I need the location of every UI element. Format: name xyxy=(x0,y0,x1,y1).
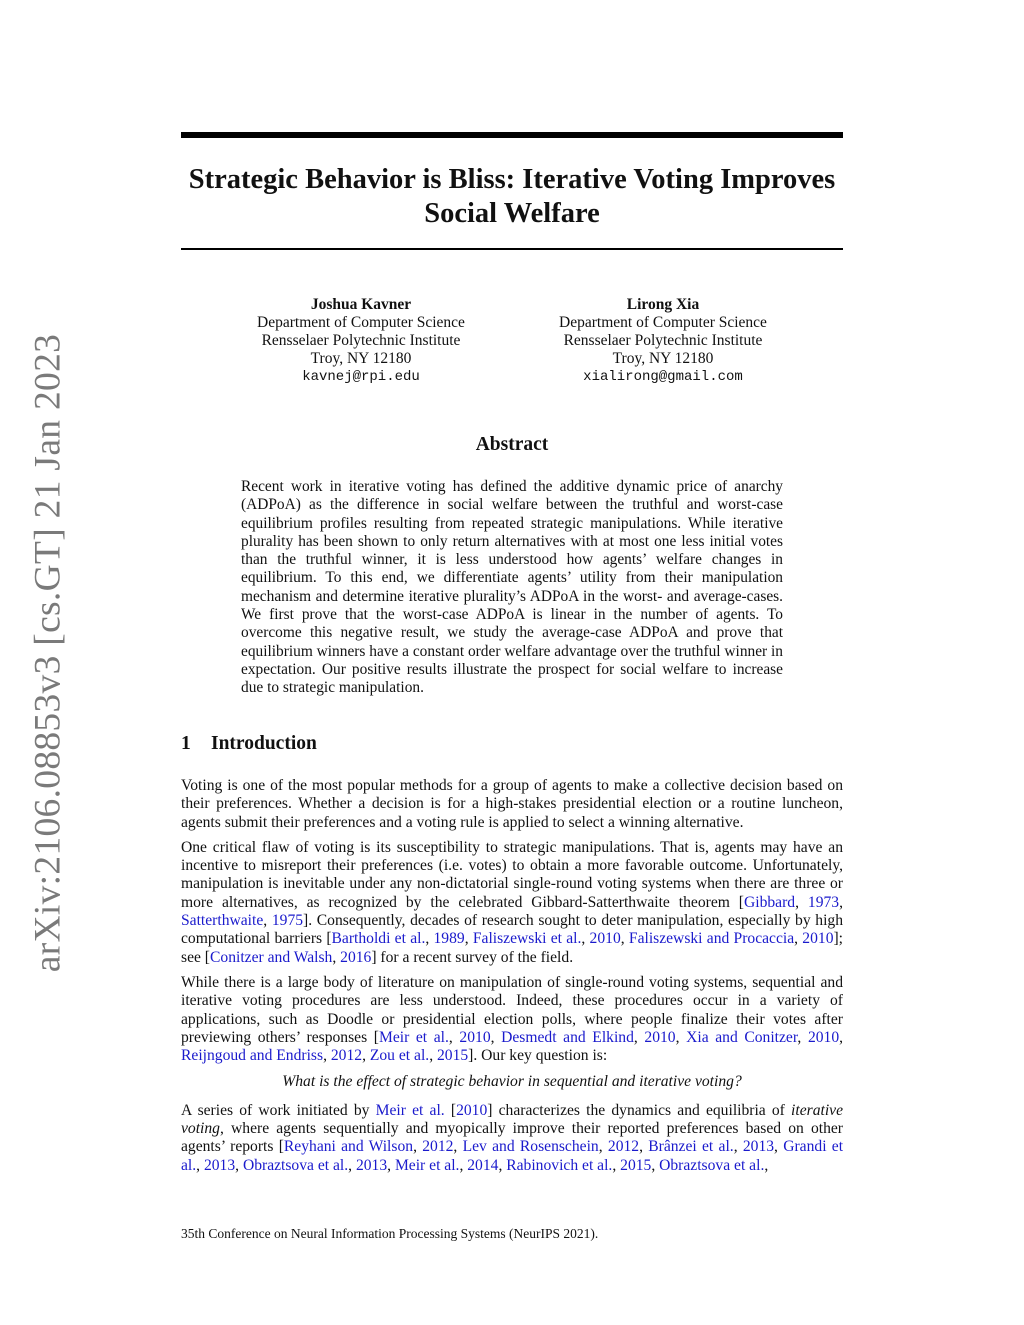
citation-link[interactable]: Reijngoud and Endriss xyxy=(181,1047,324,1065)
section-title: Introduction xyxy=(211,733,317,754)
citation-link[interactable]: 2010 xyxy=(589,930,621,948)
text-run: ]. Our key question is: xyxy=(468,1047,608,1065)
citation-link[interactable]: Faliszewski and Procaccia xyxy=(628,930,795,948)
citation-link[interactable]: 1975 xyxy=(271,912,304,930)
paragraph-3: While there is a large body of literature on manipulation of single-round voting systems, sequential and iterative voting procedures are less understood. Indeed, these procedures occur in a variety of applications, such as Doodle or presidential election polls, where people finalize their votes after previewing others’ responses [Meir et al., 2010, Desmedt and Elkind, 2010, Xia and Conitzer, 2010, Reijngoud and Endriss, 2012, Zou et al., 2015]. Our key question is: xyxy=(181,973,844,1065)
key-question: What is the effect of strategic behavior in sequential and iterative voting? xyxy=(282,1073,742,1091)
citation-link[interactable]: Satterthwaite xyxy=(181,912,264,930)
citation-link[interactable]: 2012 xyxy=(422,1138,454,1156)
text-run: One critical flaw of voting is its susceptibility to strategic manipulations. That is, agents may have an incentive to misreport their preferences (i.e. votes) to obtain a more favorable outcome. Unfortunately, manipulation is inevitable under any non-dictatorial single-round voting systems when there are three or more alternatives, as recognized by the celebrated Gibbard-Satterthwaite theorem [ xyxy=(181,838,843,911)
citation-link[interactable]: Reyhani and Wilson xyxy=(283,1138,414,1156)
citation-link[interactable]: 2010 xyxy=(807,1028,840,1046)
citation-link[interactable]: 1973 xyxy=(807,893,840,911)
author-block-2 xyxy=(513,296,813,386)
citation-link[interactable]: 2010 xyxy=(459,1028,491,1046)
author-institution: Rensselaer Polytechnic Institute xyxy=(563,332,763,349)
citation-link[interactable]: Meir et al. xyxy=(378,1028,449,1046)
author-department: Department of Computer Science xyxy=(559,314,767,331)
author-email[interactable]: kavnej@rpi.edu xyxy=(302,369,420,385)
text-run: ]; see [ xyxy=(181,930,844,966)
citation-link[interactable]: Zou et al. xyxy=(369,1047,430,1065)
title-bottom-rule xyxy=(181,248,843,250)
citation-link[interactable]: 2015 xyxy=(436,1047,469,1065)
citation-link[interactable]: 2016 xyxy=(340,948,372,966)
citation-link[interactable]: Rabinovich et al. xyxy=(506,1156,613,1174)
text-run: A series of work initiated by xyxy=(181,1101,376,1119)
text-run: , where agents sequentially and myopically improve their reported preferences based on other agents’ reports [ xyxy=(181,1120,843,1156)
citation-link[interactable]: Conitzer and Walsh xyxy=(210,948,333,966)
citation-link[interactable]: Faliszewski et al. xyxy=(472,930,582,948)
conference-footnote: 35th Conference on Neural Information Processing Systems (NeurIPS 2021). xyxy=(181,1226,599,1241)
citation-link[interactable]: 2013 xyxy=(355,1156,388,1174)
author-city: Troy, NY 12180 xyxy=(612,350,714,367)
title-line-2: Social Welfare xyxy=(424,198,600,229)
citation-link[interactable]: 2013 xyxy=(742,1138,775,1156)
section-number: 1 xyxy=(181,733,191,754)
paragraph-1: Voting is one of the most popular methods for a group of agents to make a collective decision based on their preferences. Whether a decision is for a high-stakes presidential election or a routine luncheon, agents submit their preferences and a voting rule is applied to select a winning alternative. xyxy=(181,777,843,831)
text-run: ]. Consequently, decades of research sought to deter manipulation, especially by high computational barriers [ xyxy=(181,912,844,948)
citation-link[interactable]: 2010 xyxy=(456,1101,488,1119)
author-email[interactable]: xialirong@gmail.com xyxy=(583,369,743,385)
author-name: Lirong Xia xyxy=(626,296,700,313)
citation-link[interactable]: Grandi et al. xyxy=(181,1138,844,1174)
citation-link[interactable]: 2012 xyxy=(330,1047,363,1065)
citation-link[interactable]: 2010 xyxy=(802,930,834,948)
paragraph-4: A series of work initiated by Meir et al. [2010] characterizes the dynamics and equilibria of iterative voting, where agents sequentially and myopically improve their reported preferences based on other agents’ reports [Reyhani and Wilson, 2012, Lev and Rosenschein, 2012, Brânzei et al., 2013, Grandi et al., 2013, Obraztsova et al., 2013, Meir et al., 2014, Rabinovich et al., 2015, Obraztsova et al., xyxy=(181,1101,844,1174)
arxiv-identifier: arXiv:2106.08853v3 [cs.GT] 21 Jan 2023 xyxy=(27,333,69,973)
abstract-text: Recent work in iterative voting has defined the additive dynamic price of anarchy (ADPoA) as the difference in social welfare between the truthful and worst-case equilibrium profiles resulting from repeated strategic manipulations. While iterative plurality has been shown to only return alternatives with at most one less initial votes than the truthful winner, it is less understood how agents’ welfare changes in equilibrium. To this end, we differentiate agents’ utility from their manipulation mechanism and determine iterative plurality’s ADPoA in the worst- and average-cases. We first prove that the worst-case ADPoA is linear in the number of agents. To overcome this negative result, we study the average-case ADPoA and prove that equilibrium winners have a constant order welfare advantage over the truthful winner in expectation. Our positive results illustrate the prospect for social welfare to increase due to strategic manipulation. xyxy=(241,478,783,697)
paragraph-2: One critical flaw of voting is its susceptibility to strategic manipulations. That is, agents may have an incentive to misreport their preferences (i.e. votes) to obtain a more favorable outcome. Unfortunately, manipulation is inevitable under any non-dictatorial single-round voting systems when there are three or more alternatives, as recognized by the celebrated Gibbard-Satterthwaite theorem [Gibbard, 1973, Satterthwaite, 1975]. Consequently, decades of research sought to deter manipulation, especially by high computational barriers [Bartholdi et al., 1989, Faliszewski et al., 2010, Faliszewski and Procaccia, 2010]; see [Conitzer and Walsh, 2016] for a recent survey of the field. xyxy=(181,838,844,966)
citation-link[interactable]: 1989 xyxy=(433,930,465,948)
paper-title xyxy=(181,163,843,231)
author-name: Joshua Kavner xyxy=(310,296,412,313)
text-run: ] characterizes the dynamics and equilibria of xyxy=(487,1101,792,1119)
citation-link[interactable]: 2012 xyxy=(607,1138,640,1156)
body-text xyxy=(181,777,843,1182)
citation-link[interactable]: Meir et al. xyxy=(394,1156,460,1174)
text-run: While there is a large body of literature on manipulation of single-round voting systems, sequential and iterative voting procedures are less understood. Indeed, these procedures occur in a variety of applications, such as Doodle or presidential election polls, where people finalize their votes after previewing others’ responses [ xyxy=(181,973,843,1046)
citation-link[interactable]: Obraztsova et al. xyxy=(659,1156,765,1174)
title-top-rule xyxy=(181,132,843,138)
citation-link[interactable]: 2015 xyxy=(620,1156,652,1174)
citation-link[interactable]: Bartholdi et al. xyxy=(331,930,426,948)
citation-link[interactable]: 2010 xyxy=(644,1028,676,1046)
citation-link[interactable]: Gibbard xyxy=(743,893,796,911)
text-run: ] for a recent survey of the field. xyxy=(371,948,574,966)
author-institution: Rensselaer Polytechnic Institute xyxy=(261,332,461,349)
section-heading xyxy=(181,733,317,755)
abstract-heading: Abstract xyxy=(475,434,549,455)
citation-link[interactable]: Xia and Conitzer xyxy=(686,1028,798,1046)
emphasis-term: iterative voting xyxy=(181,1101,844,1138)
citation-link[interactable]: Brânzei et al. xyxy=(648,1138,734,1156)
citation-link[interactable]: Desmedt and Elkind xyxy=(501,1028,634,1046)
author-block-1 xyxy=(211,296,511,386)
citation-link[interactable]: 2013 xyxy=(203,1156,236,1174)
author-department: Department of Computer Science xyxy=(257,314,465,331)
author-city: Troy, NY 12180 xyxy=(310,350,412,367)
citation-link[interactable]: Obraztsova et al. xyxy=(242,1156,349,1174)
citation-link[interactable]: 2014 xyxy=(467,1156,499,1174)
citation-link[interactable]: Meir et al. xyxy=(375,1101,445,1119)
citation-link[interactable]: Lev and Rosenschein xyxy=(462,1138,599,1156)
title-line-1: Strategic Behavior is Bliss: Iterative Voting Improves xyxy=(188,164,836,195)
